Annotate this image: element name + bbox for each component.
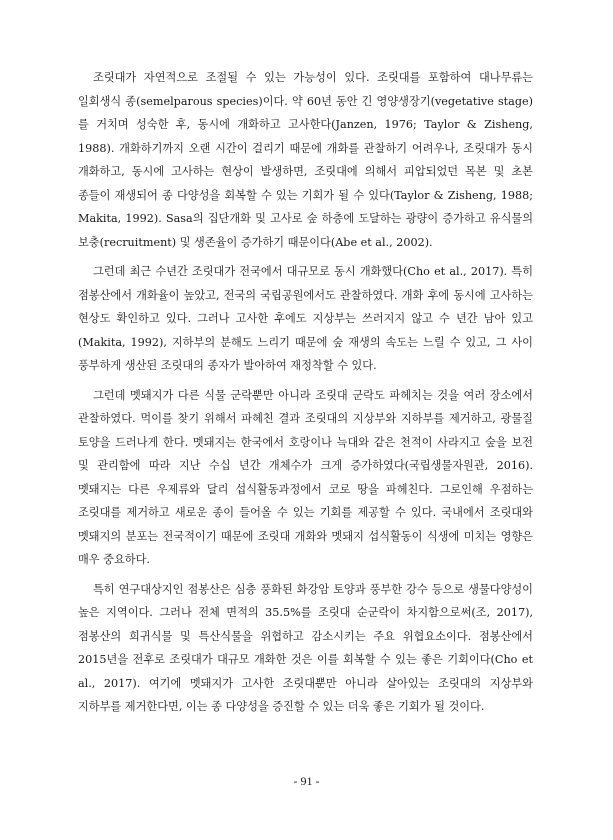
- paragraph-mass-flowering: 그런데 최근 수년간 조릿대가 전국에서 대규모로 동시 개화했다(Cho et al., 2017). 특히 점봉산에서 개화율이 높았고, 전국의 국립공원에서도 관찰하였다. 개화 후에 동시에 고사하는 현상도 확인하고 있다. 그러나 고사한 후에도 지상부는 쓰러지지 않고 수 년간 남아 있고(Makita, 1992), 지하부의 분해도 느리기 때문에 숲 재생의 속도는 느릴 수 있고, 그 사이 풍부하게 생산된 조릿대의 종자가 발아하여 재정착할 수 있다.: [78, 265, 534, 372]
- paragraph-wild-boar: 그런데 멧돼지가 다른 식물 군락뿐만 아니라 조릿대 군락도 파헤치는 것을 여러 장소에서 관찰하였다. 먹이를 찾기 위해서 파헤친 결과 조릿대의 지상부와 지하부를 제거하고, 광물질 토양을 드러나게 한다. 멧돼지는 한국에서 호랑이나 늑대와 같은 천적이 사라지고 숲을 보전 및 관리함에 따라 지난 수십 년간 개체수가 크게 증가하였다(국립생물자원관, 2016). 멧돼지는 다른 우제류와 달리 섭식활동과정에서 코로 땅을 파헤친다. 그로인해 우점하는 조릿대를 제거하고 새로운 종이 들어올 수 있는 기회를 제공할 수 있다. 국내에서 조릿대와 멧돼지의 분포는 전국적이기 때문에 조릿대 개화와 멧돼지 섭식활동이 식생에 미치는 영향은 매우 중요하다.: [78, 388, 533, 566]
- paragraph-bamboo-flowering: 조릿대가 자연적으로 조절될 수 있는 가능성이 있다. 조릿대를 포함하여 대나무류는 일회생식 종(semelparous species)이다. 약 60년 동안 긴 영양생장기(vegetative stage)를 거치며 성숙한 후, 동시에 개화하고 고사한다(Janzen, 1976; Taylor & Zisheng, 1988). 개화하기까지 오랜 시간이 걸리기 때문에 개화를 관찰하기 어려우나, 조릿대가 동시 개화하고, 동시에 고사하는 현상이 발생하면, 조릿대에 의해서 피압되었던 목본 및 초본 종들이 재생되어 종 다양성을 회복할 수 있는 기회가 될 수 있다(Taylor & Zisheng, 1988; Makita, 1992). Sasa의 집단개화 및 고사로 숲 하층에 도달하는 광량이 증가하고 유식물의 보충(recruitment) 및 생존율이 증가하기 때문이다(Abe et al., 2002).: [78, 71, 533, 249]
- paragraph-study-site: 특히 연구대상지인 점봉산은 심층 풍화된 화강암 토양과 풍부한 강수 등으로 생물다양성이 높은 지역이다. 그러나 전체 면적의 35.5%를 조릿대 순군락이 차지함으로써(조, 2017), 점봉산의 희귀식물 및 특산식물을 위협하고 감소시키는 주요 위협요소이다. 점봉산에서 2015년을 전후로 조릿대가 대규모 개화한 것은 이를 회복할 수 있는 좋은 기회이다(Cho et al., 2017). 여기에 멧돼지가 고사한 조릿대뿐만 아니라 살아있는 조릿대의 지상부와 지하부를 제거한다면, 이는 종 다양성을 증진할 수 있는 더욱 좋은 기회가 될 것이다.: [78, 582, 533, 713]
- body-text: [78, 66, 533, 725]
- page-number: - 91 -: [293, 774, 320, 788]
